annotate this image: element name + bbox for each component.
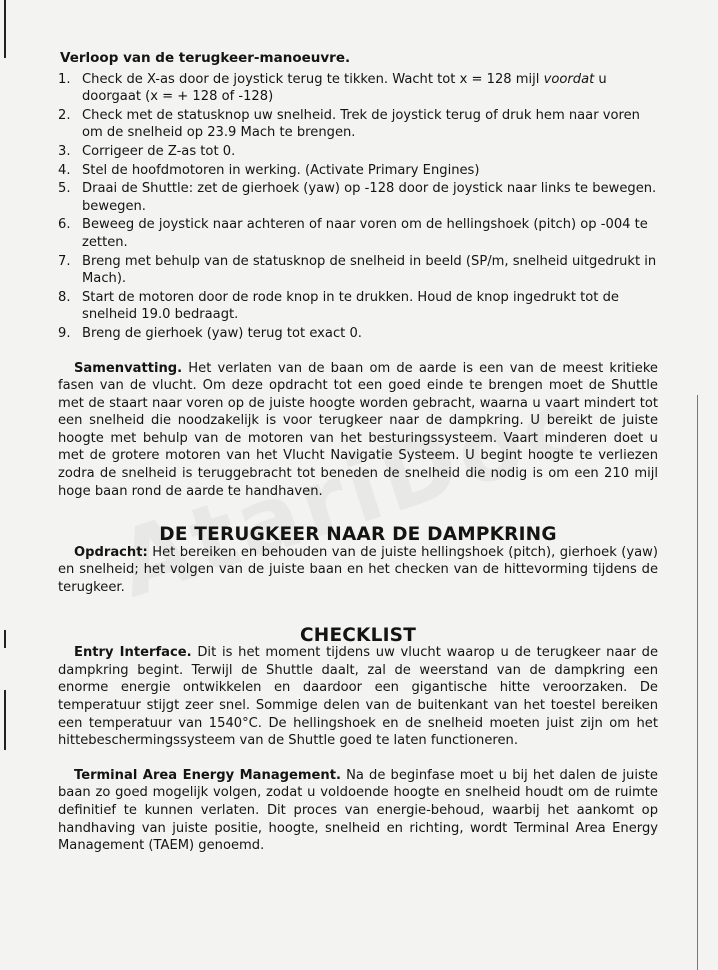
procedure-step: [58, 253, 658, 288]
right-edge-mark: [697, 395, 698, 970]
entry-interface-paragraph: [58, 644, 658, 750]
left-edge-mark-2: [4, 630, 6, 648]
step-number: 7.: [58, 253, 71, 269]
procedure-step: [58, 162, 658, 180]
procedure-title: Verloop van de terugkeer-manoeuvre.: [60, 50, 351, 66]
step-text: Beweeg de joystick naar achteren of naar voren om de hellingshoek (pitch) op -004 te zetten.: [82, 217, 648, 250]
step-text: Breng de gierhoek (yaw) terug tot exact 0.: [82, 325, 362, 341]
reentry-heading: DE TERUGKEER NAAR DE DAMPKRING: [159, 524, 557, 546]
entry-interface-label: Entry Interface.: [74, 645, 192, 661]
step-text: Start de motoren door de rode knop in te drukken. Houd de knop ingedrukt tot de snelheid 19.0 bedraagt.: [82, 289, 619, 323]
step-text: Draai de Shuttle: zet de gierhoek (yaw) op -128 door de joystick naar links te bewegen. bewegen.: [82, 181, 657, 214]
procedure-step: [58, 143, 658, 161]
procedure-step: [58, 325, 658, 343]
step-text: Corrigeer de Z-as tot 0.: [82, 143, 236, 159]
step-number: 2.: [58, 107, 71, 123]
taem-text: Na de beginfase moet u bij het dalen de juiste baan zo goed mogelijk volgen, zodat u voldoende hoogte en snelheid houdt om de ruimte definitief te kunnen verlaten. Dit proces van energie-behoud, waarbij het aankomt op handhaving van juiste positie, hoogte, snelheid en richting, wordt Terminal Area Energy Management (TAEM) genoemd.: [58, 767, 658, 854]
step-text-cont: u doorgaat (x = + 128 of -128): [82, 71, 607, 105]
step-number: 9.: [58, 325, 71, 341]
procedure-step: [58, 71, 658, 106]
summary-paragraph: [58, 360, 658, 501]
step-text: Stel de hoofdmotoren in werking. (Activate Primary Engines): [82, 162, 480, 178]
step-text: Check de X-as door de joystick terug te tikken. Wacht tot x = 128 mijl: [82, 71, 544, 87]
procedure-steps: [58, 71, 658, 343]
left-edge-mark-3: [4, 690, 6, 750]
procedure-step: [58, 289, 658, 324]
reentry-text: Het bereiken en behouden van de juiste hellingshoek (pitch), gierhoek (yaw) en snelheid; het volgen van de juiste baan en het checken van de hittevorming tijdens de terugkeer.: [58, 544, 658, 596]
document-page: [58, 50, 658, 855]
step-number: 3.: [58, 143, 71, 159]
entry-interface-text: Dit is het moment tijdens uw vlucht waarop u de terugkeer naar de dampkring begint. Terwijl de Shuttle daalt, zal de weerstand van de dampkring een enorme energie ontwikkelen en daardoor een gigantische hitte veroorzaken. De temperatuur stijgt zeer snel. Sommige delen van de buitenkant van het toestel bereiken een temperatuur van 1540°C. De hellingshoek en de snelheid moeten juist zijn om het hittebeschermingssysteem van de Shuttle goed te laten functioneren.: [58, 645, 659, 749]
step-number: 1.: [58, 71, 71, 87]
procedure-step: [58, 216, 658, 251]
step-number: 4.: [58, 162, 71, 178]
taem-paragraph: [58, 767, 658, 855]
step-emphasis: voordat: [543, 71, 595, 87]
step-number: 6.: [58, 217, 71, 233]
step-text: Check met de statusknop uw snelheid. Trek de joystick terug of druk hem naar voren om de snelheid op 23.9 Mach te brengen.: [82, 107, 640, 141]
procedure-step: [58, 180, 658, 215]
procedure-step: [58, 107, 658, 142]
step-text: Breng met behulp van de statusknop de snelheid in beeld (SP/m, snelheid uitgedrukt in Mach).: [82, 253, 657, 287]
summary-text: Het verlaten van de baan om de aarde is een van de meest kritieke fasen van de vlucht. Om deze opdracht tot een goed einde te brengen moet de Shuttle met de staart naar voren op de juiste hoogte worden gebracht, waarna u vaart mindert tot een snelheid die noodzakelijk is voor terugkeer naar de dampkring. U bereikt de juiste hoogte met behulp van de motoren van het besturingssysteem. Vaart minderen doet u met de grotere motoren van het Vlucht Navigatie Systeem. U begint hoogte te verliezen zodra de snelheid is teruggebracht tot beneden de snelheid die nodig is om een 210 mijl hoge baan rond de aarde te handhaven.: [58, 360, 658, 499]
checklist-heading: CHECKLIST: [299, 624, 417, 646]
step-number: 8.: [58, 289, 71, 305]
step-number: 5.: [58, 181, 71, 197]
left-edge-mark: [4, 0, 6, 58]
reentry-label: Opdracht:: [74, 544, 148, 560]
summary-label: Samenvatting.: [74, 360, 183, 376]
taem-label: Terminal Area Energy Management.: [74, 767, 341, 783]
reentry-paragraph: [58, 544, 658, 597]
